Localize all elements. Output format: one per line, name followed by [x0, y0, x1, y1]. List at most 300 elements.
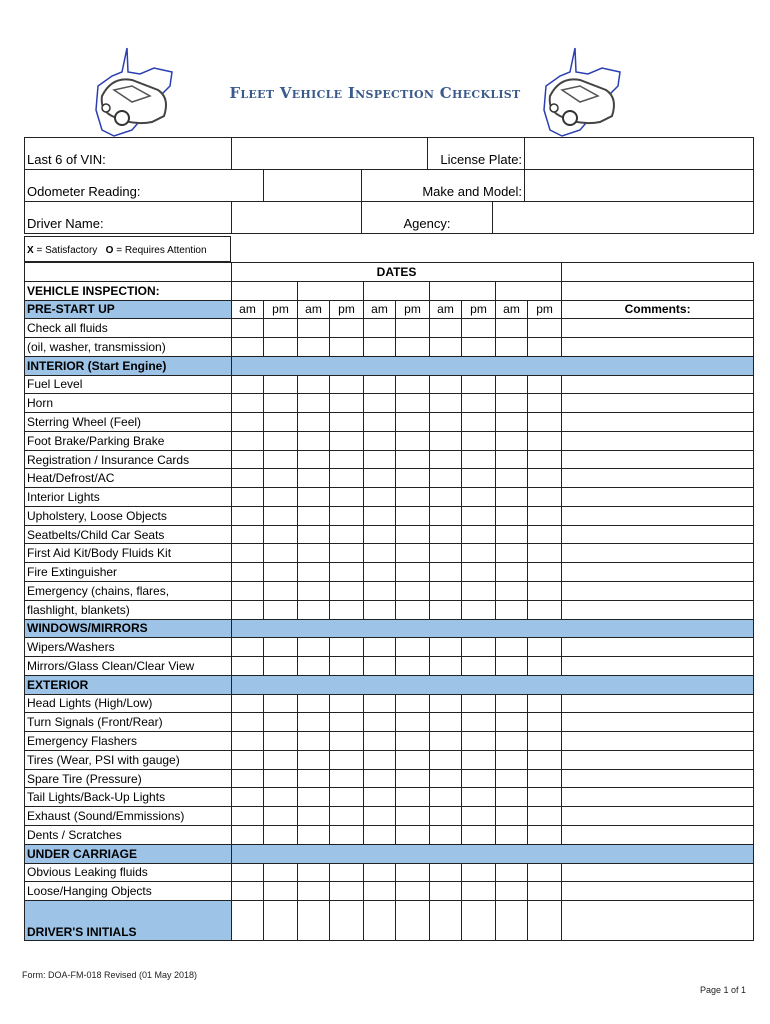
- check-cell[interactable]: [264, 582, 298, 601]
- comment-cell[interactable]: [562, 394, 754, 413]
- check-cell[interactable]: [528, 413, 562, 432]
- check-cell[interactable]: [298, 431, 330, 450]
- check-cell[interactable]: [232, 750, 264, 769]
- check-cell[interactable]: [298, 506, 330, 525]
- check-cell[interactable]: [430, 563, 462, 582]
- comment-cell[interactable]: [562, 413, 754, 432]
- check-cell[interactable]: [462, 694, 496, 713]
- check-cell[interactable]: [232, 375, 264, 394]
- check-cell[interactable]: [430, 750, 462, 769]
- check-cell[interactable]: [232, 582, 264, 601]
- check-cell[interactable]: [364, 657, 396, 676]
- check-cell[interactable]: [462, 732, 496, 751]
- check-cell[interactable]: [298, 582, 330, 601]
- check-cell[interactable]: [298, 544, 330, 563]
- comment-cell[interactable]: [562, 882, 754, 901]
- comment-cell[interactable]: [562, 319, 754, 338]
- vin-field[interactable]: [232, 138, 428, 170]
- check-cell[interactable]: [430, 338, 462, 357]
- check-cell[interactable]: [364, 600, 396, 619]
- check-cell[interactable]: [430, 394, 462, 413]
- check-cell[interactable]: [462, 657, 496, 676]
- check-cell[interactable]: [430, 525, 462, 544]
- check-cell[interactable]: [496, 488, 528, 507]
- check-cell[interactable]: [364, 882, 396, 901]
- check-cell[interactable]: [462, 525, 496, 544]
- check-cell[interactable]: [462, 506, 496, 525]
- check-cell[interactable]: [264, 769, 298, 788]
- check-cell[interactable]: [496, 694, 528, 713]
- check-cell[interactable]: [496, 863, 528, 882]
- check-cell[interactable]: [430, 600, 462, 619]
- odometer-field[interactable]: [264, 170, 362, 202]
- check-cell[interactable]: [496, 582, 528, 601]
- comment-cell[interactable]: [562, 713, 754, 732]
- check-cell[interactable]: [528, 825, 562, 844]
- check-cell[interactable]: [364, 375, 396, 394]
- check-cell[interactable]: [298, 413, 330, 432]
- check-cell[interactable]: [430, 469, 462, 488]
- check-cell[interactable]: [298, 469, 330, 488]
- check-cell[interactable]: [298, 788, 330, 807]
- comment-cell[interactable]: [562, 469, 754, 488]
- check-cell[interactable]: [330, 732, 364, 751]
- initials-cell[interactable]: [330, 901, 364, 941]
- check-cell[interactable]: [396, 582, 430, 601]
- check-cell[interactable]: [264, 431, 298, 450]
- check-cell[interactable]: [330, 638, 364, 657]
- check-cell[interactable]: [462, 750, 496, 769]
- check-cell[interactable]: [462, 788, 496, 807]
- check-cell[interactable]: [462, 338, 496, 357]
- check-cell[interactable]: [496, 338, 528, 357]
- check-cell[interactable]: [528, 450, 562, 469]
- check-cell[interactable]: [330, 788, 364, 807]
- check-cell[interactable]: [264, 750, 298, 769]
- check-cell[interactable]: [232, 525, 264, 544]
- check-cell[interactable]: [462, 394, 496, 413]
- check-cell[interactable]: [264, 525, 298, 544]
- initials-cell[interactable]: [232, 901, 264, 941]
- check-cell[interactable]: [496, 563, 528, 582]
- check-cell[interactable]: [430, 375, 462, 394]
- check-cell[interactable]: [364, 506, 396, 525]
- comment-cell[interactable]: [562, 638, 754, 657]
- comment-cell[interactable]: [562, 338, 754, 357]
- check-cell[interactable]: [364, 544, 396, 563]
- check-cell[interactable]: [528, 807, 562, 826]
- license-plate-field[interactable]: [525, 138, 754, 170]
- check-cell[interactable]: [528, 657, 562, 676]
- check-cell[interactable]: [462, 863, 496, 882]
- agency-field[interactable]: [493, 202, 754, 234]
- comment-cell[interactable]: [562, 807, 754, 826]
- check-cell[interactable]: [462, 469, 496, 488]
- check-cell[interactable]: [330, 506, 364, 525]
- check-cell[interactable]: [330, 525, 364, 544]
- check-cell[interactable]: [496, 788, 528, 807]
- check-cell[interactable]: [528, 375, 562, 394]
- check-cell[interactable]: [462, 319, 496, 338]
- check-cell[interactable]: [496, 882, 528, 901]
- check-cell[interactable]: [298, 525, 330, 544]
- check-cell[interactable]: [396, 807, 430, 826]
- check-cell[interactable]: [462, 431, 496, 450]
- check-cell[interactable]: [298, 338, 330, 357]
- check-cell[interactable]: [396, 450, 430, 469]
- check-cell[interactable]: [364, 769, 396, 788]
- initials-cell[interactable]: [396, 901, 430, 941]
- check-cell[interactable]: [528, 863, 562, 882]
- check-cell[interactable]: [496, 657, 528, 676]
- check-cell[interactable]: [264, 469, 298, 488]
- driver-name-field[interactable]: [232, 202, 362, 234]
- check-cell[interactable]: [496, 769, 528, 788]
- check-cell[interactable]: [330, 657, 364, 676]
- check-cell[interactable]: [264, 563, 298, 582]
- check-cell[interactable]: [298, 600, 330, 619]
- check-cell[interactable]: [364, 788, 396, 807]
- check-cell[interactable]: [232, 713, 264, 732]
- check-cell[interactable]: [298, 769, 330, 788]
- check-cell[interactable]: [364, 825, 396, 844]
- check-cell[interactable]: [396, 544, 430, 563]
- date-field[interactable]: [430, 281, 496, 300]
- check-cell[interactable]: [330, 319, 364, 338]
- check-cell[interactable]: [364, 338, 396, 357]
- comment-cell[interactable]: [562, 600, 754, 619]
- check-cell[interactable]: [396, 825, 430, 844]
- check-cell[interactable]: [462, 375, 496, 394]
- check-cell[interactable]: [264, 544, 298, 563]
- check-cell[interactable]: [396, 563, 430, 582]
- check-cell[interactable]: [430, 788, 462, 807]
- check-cell[interactable]: [396, 750, 430, 769]
- check-cell[interactable]: [462, 807, 496, 826]
- check-cell[interactable]: [496, 732, 528, 751]
- check-cell[interactable]: [298, 863, 330, 882]
- check-cell[interactable]: [364, 319, 396, 338]
- check-cell[interactable]: [396, 469, 430, 488]
- check-cell[interactable]: [232, 863, 264, 882]
- check-cell[interactable]: [298, 657, 330, 676]
- check-cell[interactable]: [232, 769, 264, 788]
- initials-cell[interactable]: [528, 901, 562, 941]
- check-cell[interactable]: [462, 600, 496, 619]
- check-cell[interactable]: [462, 563, 496, 582]
- check-cell[interactable]: [396, 413, 430, 432]
- check-cell[interactable]: [264, 732, 298, 751]
- check-cell[interactable]: [496, 319, 528, 338]
- check-cell[interactable]: [396, 863, 430, 882]
- comment-cell[interactable]: [562, 375, 754, 394]
- check-cell[interactable]: [264, 600, 298, 619]
- check-cell[interactable]: [430, 319, 462, 338]
- initials-cell[interactable]: [496, 901, 528, 941]
- check-cell[interactable]: [430, 807, 462, 826]
- check-cell[interactable]: [462, 769, 496, 788]
- check-cell[interactable]: [396, 638, 430, 657]
- check-cell[interactable]: [496, 600, 528, 619]
- check-cell[interactable]: [396, 882, 430, 901]
- check-cell[interactable]: [330, 694, 364, 713]
- check-cell[interactable]: [462, 713, 496, 732]
- initials-cell[interactable]: [430, 901, 462, 941]
- check-cell[interactable]: [430, 582, 462, 601]
- check-cell[interactable]: [298, 713, 330, 732]
- check-cell[interactable]: [232, 450, 264, 469]
- check-cell[interactable]: [496, 807, 528, 826]
- check-cell[interactable]: [232, 338, 264, 357]
- check-cell[interactable]: [496, 750, 528, 769]
- check-cell[interactable]: [364, 582, 396, 601]
- check-cell[interactable]: [330, 750, 364, 769]
- check-cell[interactable]: [330, 544, 364, 563]
- check-cell[interactable]: [264, 375, 298, 394]
- check-cell[interactable]: [528, 638, 562, 657]
- check-cell[interactable]: [330, 600, 364, 619]
- check-cell[interactable]: [430, 769, 462, 788]
- comment-cell[interactable]: [562, 582, 754, 601]
- check-cell[interactable]: [232, 469, 264, 488]
- check-cell[interactable]: [528, 600, 562, 619]
- check-cell[interactable]: [528, 469, 562, 488]
- make-model-field[interactable]: [525, 170, 754, 202]
- check-cell[interactable]: [264, 657, 298, 676]
- comment-cell[interactable]: [562, 431, 754, 450]
- check-cell[interactable]: [298, 638, 330, 657]
- check-cell[interactable]: [528, 431, 562, 450]
- check-cell[interactable]: [364, 488, 396, 507]
- check-cell[interactable]: [528, 338, 562, 357]
- check-cell[interactable]: [298, 732, 330, 751]
- check-cell[interactable]: [528, 788, 562, 807]
- check-cell[interactable]: [330, 488, 364, 507]
- check-cell[interactable]: [264, 488, 298, 507]
- check-cell[interactable]: [264, 713, 298, 732]
- check-cell[interactable]: [232, 488, 264, 507]
- check-cell[interactable]: [232, 600, 264, 619]
- check-cell[interactable]: [396, 506, 430, 525]
- check-cell[interactable]: [364, 638, 396, 657]
- check-cell[interactable]: [430, 713, 462, 732]
- check-cell[interactable]: [430, 544, 462, 563]
- check-cell[interactable]: [496, 375, 528, 394]
- check-cell[interactable]: [330, 807, 364, 826]
- check-cell[interactable]: [528, 582, 562, 601]
- initials-cell[interactable]: [264, 901, 298, 941]
- check-cell[interactable]: [528, 394, 562, 413]
- check-cell[interactable]: [232, 319, 264, 338]
- check-cell[interactable]: [264, 413, 298, 432]
- date-field[interactable]: [232, 281, 298, 300]
- check-cell[interactable]: [330, 413, 364, 432]
- check-cell[interactable]: [264, 807, 298, 826]
- comment-cell[interactable]: [562, 488, 754, 507]
- check-cell[interactable]: [528, 713, 562, 732]
- comment-cell[interactable]: [562, 694, 754, 713]
- check-cell[interactable]: [364, 394, 396, 413]
- comment-cell[interactable]: [562, 450, 754, 469]
- comment-cell[interactable]: [562, 788, 754, 807]
- check-cell[interactable]: [462, 582, 496, 601]
- comment-cell[interactable]: [562, 732, 754, 751]
- check-cell[interactable]: [264, 319, 298, 338]
- initials-cell[interactable]: [298, 901, 330, 941]
- check-cell[interactable]: [232, 563, 264, 582]
- comment-cell[interactable]: [562, 769, 754, 788]
- check-cell[interactable]: [364, 732, 396, 751]
- check-cell[interactable]: [528, 694, 562, 713]
- check-cell[interactable]: [232, 394, 264, 413]
- check-cell[interactable]: [298, 488, 330, 507]
- check-cell[interactable]: [298, 694, 330, 713]
- check-cell[interactable]: [232, 807, 264, 826]
- check-cell[interactable]: [232, 788, 264, 807]
- check-cell[interactable]: [330, 394, 364, 413]
- check-cell[interactable]: [430, 694, 462, 713]
- check-cell[interactable]: [298, 750, 330, 769]
- check-cell[interactable]: [232, 638, 264, 657]
- check-cell[interactable]: [364, 694, 396, 713]
- check-cell[interactable]: [298, 319, 330, 338]
- check-cell[interactable]: [232, 825, 264, 844]
- check-cell[interactable]: [496, 825, 528, 844]
- comment-cell[interactable]: [562, 506, 754, 525]
- check-cell[interactable]: [396, 488, 430, 507]
- check-cell[interactable]: [396, 657, 430, 676]
- check-cell[interactable]: [496, 506, 528, 525]
- check-cell[interactable]: [396, 431, 430, 450]
- check-cell[interactable]: [396, 525, 430, 544]
- check-cell[interactable]: [264, 788, 298, 807]
- check-cell[interactable]: [496, 544, 528, 563]
- check-cell[interactable]: [232, 657, 264, 676]
- initials-cell[interactable]: [462, 901, 496, 941]
- comment-cell[interactable]: [562, 525, 754, 544]
- check-cell[interactable]: [430, 825, 462, 844]
- check-cell[interactable]: [528, 563, 562, 582]
- check-cell[interactable]: [430, 657, 462, 676]
- check-cell[interactable]: [364, 450, 396, 469]
- check-cell[interactable]: [528, 882, 562, 901]
- check-cell[interactable]: [364, 413, 396, 432]
- check-cell[interactable]: [232, 882, 264, 901]
- check-cell[interactable]: [330, 582, 364, 601]
- check-cell[interactable]: [396, 319, 430, 338]
- check-cell[interactable]: [264, 863, 298, 882]
- check-cell[interactable]: [364, 469, 396, 488]
- check-cell[interactable]: [430, 732, 462, 751]
- check-cell[interactable]: [232, 694, 264, 713]
- check-cell[interactable]: [330, 713, 364, 732]
- check-cell[interactable]: [264, 394, 298, 413]
- check-cell[interactable]: [462, 488, 496, 507]
- check-cell[interactable]: [528, 525, 562, 544]
- check-cell[interactable]: [430, 863, 462, 882]
- check-cell[interactable]: [496, 713, 528, 732]
- check-cell[interactable]: [528, 488, 562, 507]
- comment-cell[interactable]: [562, 563, 754, 582]
- check-cell[interactable]: [396, 732, 430, 751]
- check-cell[interactable]: [430, 638, 462, 657]
- check-cell[interactable]: [430, 882, 462, 901]
- check-cell[interactable]: [298, 825, 330, 844]
- initials-comment-cell[interactable]: [562, 901, 754, 941]
- check-cell[interactable]: [264, 506, 298, 525]
- check-cell[interactable]: [496, 431, 528, 450]
- check-cell[interactable]: [396, 394, 430, 413]
- check-cell[interactable]: [396, 769, 430, 788]
- check-cell[interactable]: [396, 694, 430, 713]
- check-cell[interactable]: [462, 450, 496, 469]
- check-cell[interactable]: [364, 863, 396, 882]
- check-cell[interactable]: [364, 750, 396, 769]
- check-cell[interactable]: [264, 882, 298, 901]
- comment-cell[interactable]: [562, 750, 754, 769]
- check-cell[interactable]: [364, 807, 396, 826]
- check-cell[interactable]: [430, 413, 462, 432]
- check-cell[interactable]: [298, 563, 330, 582]
- comment-cell[interactable]: [562, 657, 754, 676]
- check-cell[interactable]: [330, 769, 364, 788]
- check-cell[interactable]: [496, 525, 528, 544]
- check-cell[interactable]: [430, 431, 462, 450]
- check-cell[interactable]: [298, 807, 330, 826]
- comment-cell[interactable]: [562, 544, 754, 563]
- check-cell[interactable]: [298, 394, 330, 413]
- check-cell[interactable]: [298, 375, 330, 394]
- check-cell[interactable]: [462, 882, 496, 901]
- check-cell[interactable]: [396, 375, 430, 394]
- check-cell[interactable]: [528, 506, 562, 525]
- check-cell[interactable]: [330, 450, 364, 469]
- check-cell[interactable]: [462, 638, 496, 657]
- check-cell[interactable]: [528, 544, 562, 563]
- check-cell[interactable]: [462, 413, 496, 432]
- comment-cell[interactable]: [562, 825, 754, 844]
- check-cell[interactable]: [496, 394, 528, 413]
- check-cell[interactable]: [264, 694, 298, 713]
- check-cell[interactable]: [364, 563, 396, 582]
- check-cell[interactable]: [396, 338, 430, 357]
- check-cell[interactable]: [264, 825, 298, 844]
- check-cell[interactable]: [364, 431, 396, 450]
- check-cell[interactable]: [232, 431, 264, 450]
- check-cell[interactable]: [462, 544, 496, 563]
- check-cell[interactable]: [330, 563, 364, 582]
- check-cell[interactable]: [528, 750, 562, 769]
- check-cell[interactable]: [232, 506, 264, 525]
- check-cell[interactable]: [298, 450, 330, 469]
- check-cell[interactable]: [528, 319, 562, 338]
- check-cell[interactable]: [330, 375, 364, 394]
- check-cell[interactable]: [232, 413, 264, 432]
- check-cell[interactable]: [298, 882, 330, 901]
- check-cell[interactable]: [396, 788, 430, 807]
- check-cell[interactable]: [430, 506, 462, 525]
- date-field[interactable]: [496, 281, 562, 300]
- check-cell[interactable]: [330, 882, 364, 901]
- check-cell[interactable]: [528, 769, 562, 788]
- check-cell[interactable]: [264, 450, 298, 469]
- check-cell[interactable]: [232, 732, 264, 751]
- initials-cell[interactable]: [364, 901, 396, 941]
- check-cell[interactable]: [330, 825, 364, 844]
- check-cell[interactable]: [462, 825, 496, 844]
- check-cell[interactable]: [496, 469, 528, 488]
- check-cell[interactable]: [430, 450, 462, 469]
